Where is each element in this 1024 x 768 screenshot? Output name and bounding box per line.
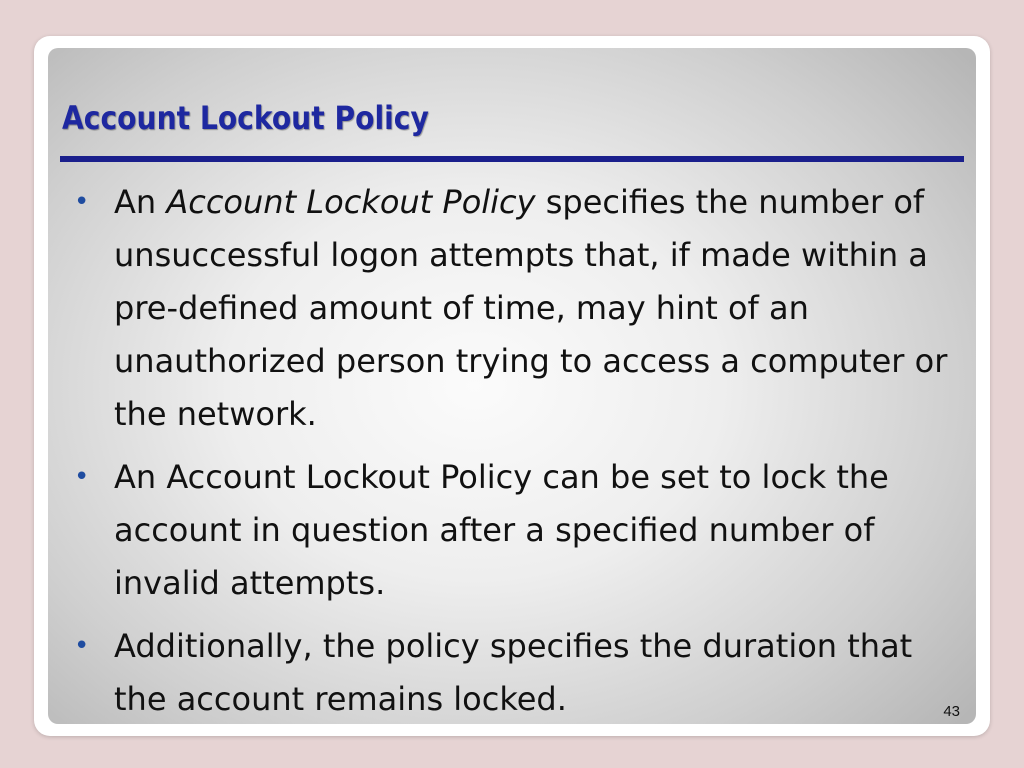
bullet-marker-icon: • bbox=[74, 631, 90, 661]
bullet-item bbox=[74, 176, 954, 441]
bullet-marker-icon: • bbox=[74, 462, 90, 492]
bullet-item bbox=[74, 620, 954, 724]
slide-title: Account Lockout Policy bbox=[62, 99, 429, 137]
bullet-emphasis: Account Lockout Policy bbox=[166, 183, 536, 221]
slide-frame bbox=[34, 36, 990, 736]
page-number: 43 bbox=[943, 703, 960, 720]
bullet-text-prefix: An bbox=[114, 183, 167, 221]
bullet-marker-icon: • bbox=[74, 187, 90, 217]
bullet-list bbox=[74, 176, 954, 724]
slide bbox=[48, 48, 976, 724]
bullet-text-suffix: specifies the number of unsuccessful logon attempts that, if made within a pre-defined amount of time, may hint of an unauthorized person trying to access a computer or the network. bbox=[114, 183, 948, 433]
bullet-text: An Account Lockout Policy can be set to lock the account in question after a specified number of invalid attempts. bbox=[114, 458, 889, 602]
bullet-text: Additionally, the policy specifies the duration that the account remains locked. bbox=[114, 627, 913, 718]
bullet-item bbox=[74, 451, 954, 610]
title-underline bbox=[60, 156, 964, 162]
